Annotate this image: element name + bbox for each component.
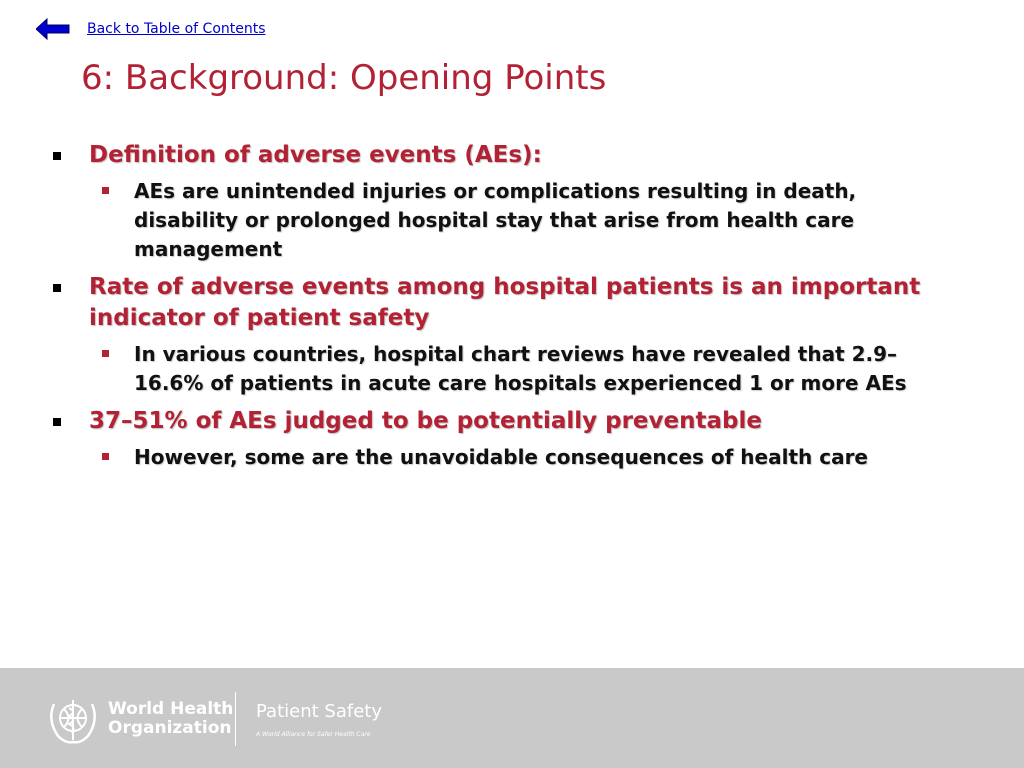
bullet-definition — [0, 140, 1000, 171]
slide-title: 6: Background: Opening Points — [81, 58, 607, 98]
bullet-preventable — [0, 406, 1000, 437]
sub-bullet-definition — [0, 177, 1000, 264]
slide-content — [0, 140, 1000, 480]
bullet-text: Definition of adverse events (AEs): — [89, 142, 542, 168]
sub-bullet-text: AEs are unintended injuries or complications resulting in death, disability or prolonged hospital stay that arise from health care management — [134, 179, 857, 261]
sub-bullet-rate — [0, 340, 1000, 398]
sub-bullet-preventable — [0, 443, 1000, 472]
left-arrow-icon[interactable] — [36, 18, 70, 40]
bullet-rate — [0, 272, 1000, 334]
sub-bullet-marker — [102, 453, 109, 460]
bullet-text: Rate of adverse events among hospital patients is an important indicator of patient safety — [89, 274, 921, 331]
bullet-marker — [53, 152, 61, 160]
bullet-marker — [53, 418, 61, 426]
footer-divider — [235, 692, 236, 746]
who-emblem-icon — [44, 694, 102, 746]
who-name-line1: World Health — [108, 699, 234, 719]
sub-bullet-marker — [102, 187, 109, 194]
who-name — [108, 700, 233, 738]
sub-bullet-marker — [102, 350, 109, 357]
bullet-marker — [53, 284, 61, 292]
patient-safety-title: Patient Safety — [256, 701, 382, 722]
back-to-toc-link[interactable]: Back to Table of Contents — [87, 21, 266, 37]
who-name-line2: Organization — [108, 718, 232, 738]
back-nav — [36, 18, 266, 40]
patient-safety-subtitle: A World Alliance for Safer Health Care — [256, 731, 371, 738]
sub-bullet-text: In various countries, hospital chart reviews have revealed that 2.9–16.6% of patients in acute care hospitals experienced 1 or more AEs — [134, 342, 907, 395]
bullet-text: 37–51% of AEs judged to be potentially preventable — [89, 408, 762, 434]
sub-bullet-text: However, some are the unavoidable consequences of health care — [134, 445, 868, 469]
